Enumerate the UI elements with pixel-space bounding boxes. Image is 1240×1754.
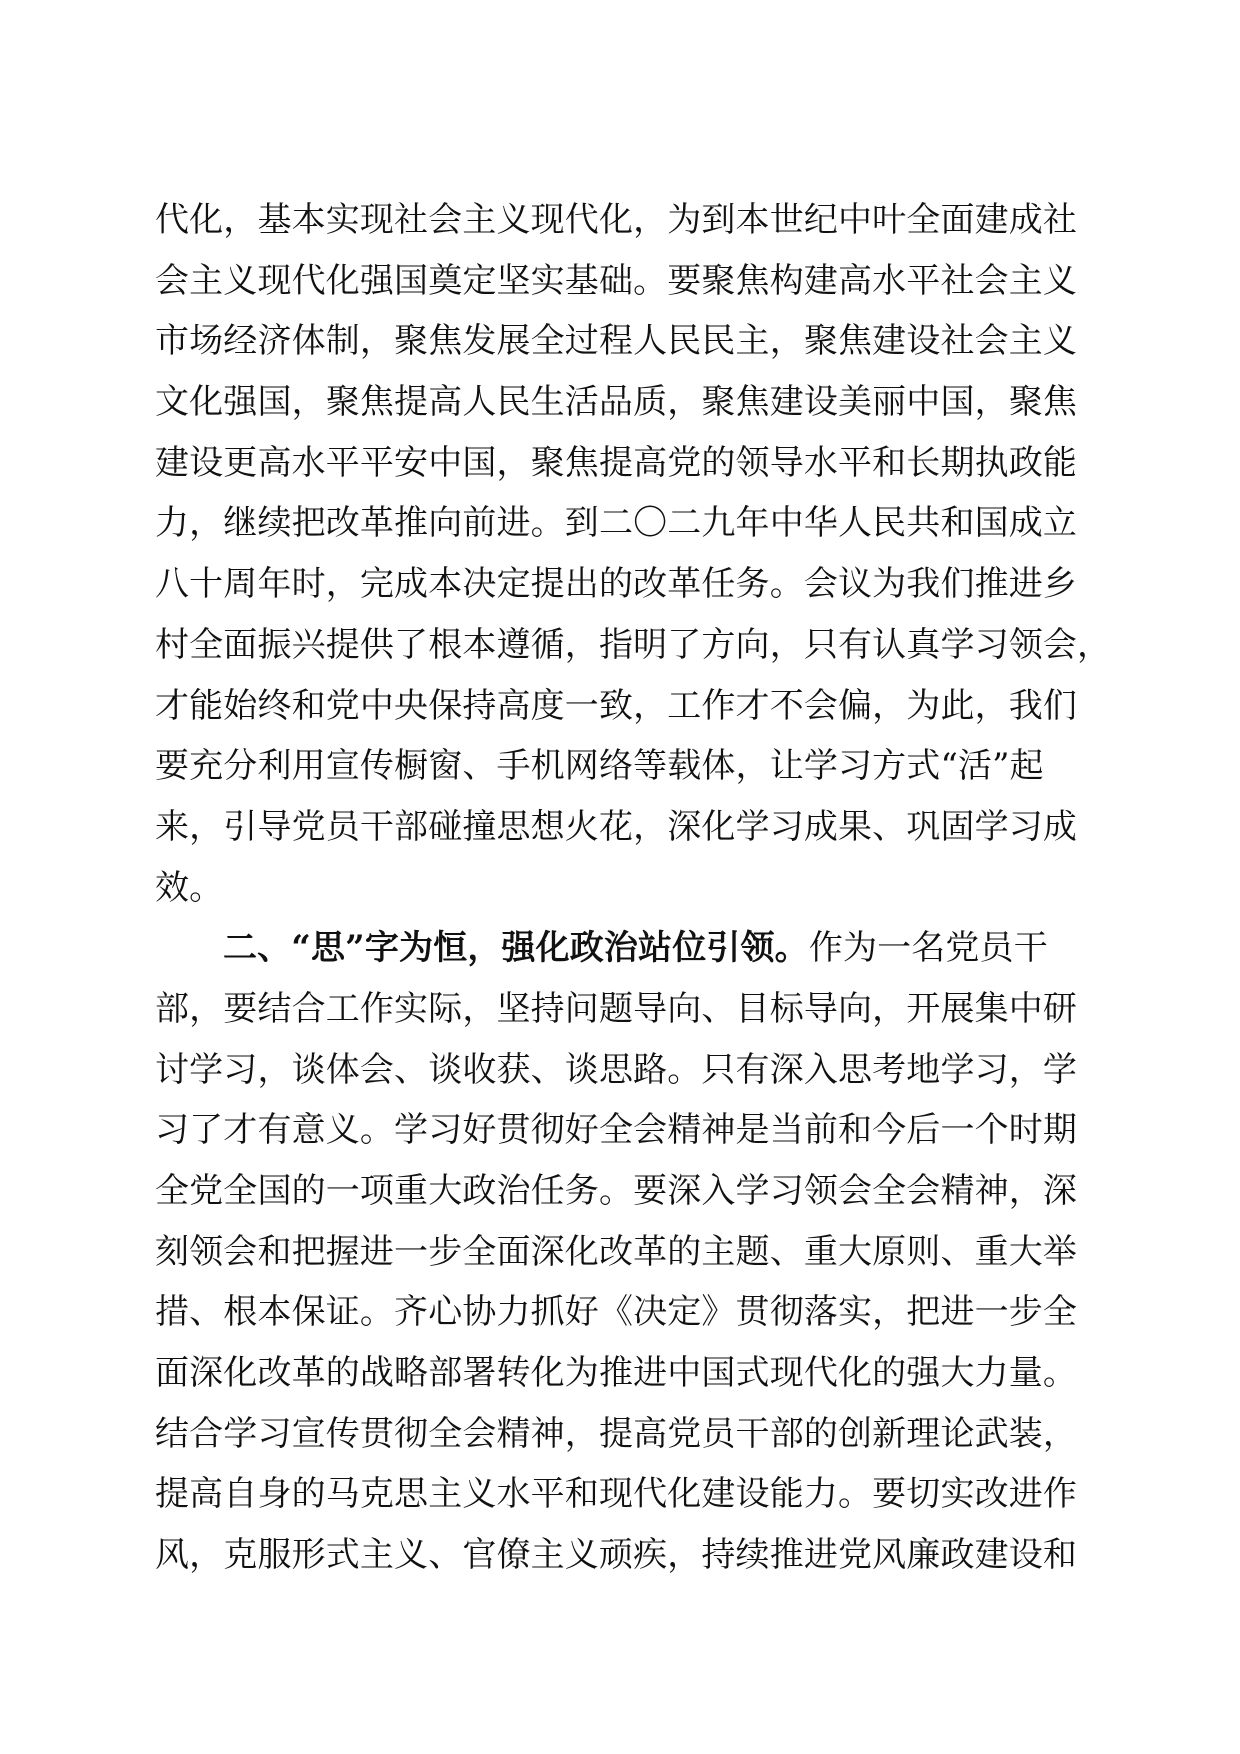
text-line: 部，要结合工作实际，坚持问题导向、目标导向，开展集中研: [155, 988, 1078, 1029]
text-line: 代化，基本实现社会主义现代化，为到本世纪中叶全面建成社: [155, 200, 1078, 240]
text-line: 文化强国，聚焦提高人民生活品质，聚焦建设美丽中国，聚焦: [155, 382, 1078, 423]
paragraph-2: [155, 918, 1085, 1586]
text-line: 村全面振兴提供了根本遵循，指明了方向，只有认真学习领会，: [155, 624, 1112, 665]
text-line: 习了才有意义。学习好贯彻好全会精神是当前和今后一个时期: [155, 1110, 1078, 1151]
section-2-first-line: [155, 918, 1085, 979]
text-line: 才能始终和党中央保持高度一致，工作才不会偏，为此，我们: [155, 685, 1078, 726]
text-line: 来，引导党员干部碰撞思想火花，深化学习成果、巩固学习成: [155, 806, 1078, 847]
text-line: 会主义现代化强国奠定坚实基础。要聚焦构建高水平社会主义: [155, 260, 1078, 301]
section-2-heading: 二、“思”字为恒，强化政治站位引领。: [223, 928, 809, 969]
document-body: [155, 190, 1112, 1586]
section-2-first-line-text: 作为一名党员干: [808, 928, 1048, 969]
text-line: 建设更高水平平安中国，聚焦提高党的领导水平和长期执政能: [155, 442, 1078, 483]
text-line: 讨学习，谈体会、谈收获、谈思路。只有深入思考地学习，学: [155, 1049, 1078, 1090]
text-line: 面深化改革的战略部署转化为推进中国式现代化的强大力量。: [155, 1353, 1078, 1394]
text-line: 措、根本保证。齐心协力抓好《决定》贯彻落实，把进一步全: [155, 1292, 1078, 1333]
text-line: 风，克服形式主义、官僚主义顽疾，持续推进党风廉政建设和: [155, 1535, 1078, 1576]
text-line: 刻领会和把握进一步全面深化改革的主题、重大原则、重大举: [155, 1231, 1078, 1272]
text-line: 提高自身的马克思主义水平和现代化建设能力。要切实改进作: [155, 1474, 1078, 1515]
text-line: 八十周年时，完成本决定提出的改革任务。会议为我们推进乡: [155, 564, 1078, 605]
text-line: 力，继续把改革推向前进。到二〇二九年中华人民共和国成立: [155, 503, 1078, 544]
text-line: 结合学习宣传贯彻全会精神，提高党员干部的创新理论武装，: [155, 1413, 1078, 1454]
paragraph-1: [155, 190, 1112, 918]
text-line: 全党全国的一项重大政治任务。要深入学习领会全会精神，深: [155, 1171, 1078, 1211]
text-line: 市场经济体制，聚焦发展全过程人民民主，聚焦建设社会主义: [155, 321, 1078, 362]
text-line: 要充分利用宣传橱窗、手机网络等载体，让学习方式“活”起: [155, 746, 1044, 787]
text-line: 效。: [155, 867, 224, 908]
